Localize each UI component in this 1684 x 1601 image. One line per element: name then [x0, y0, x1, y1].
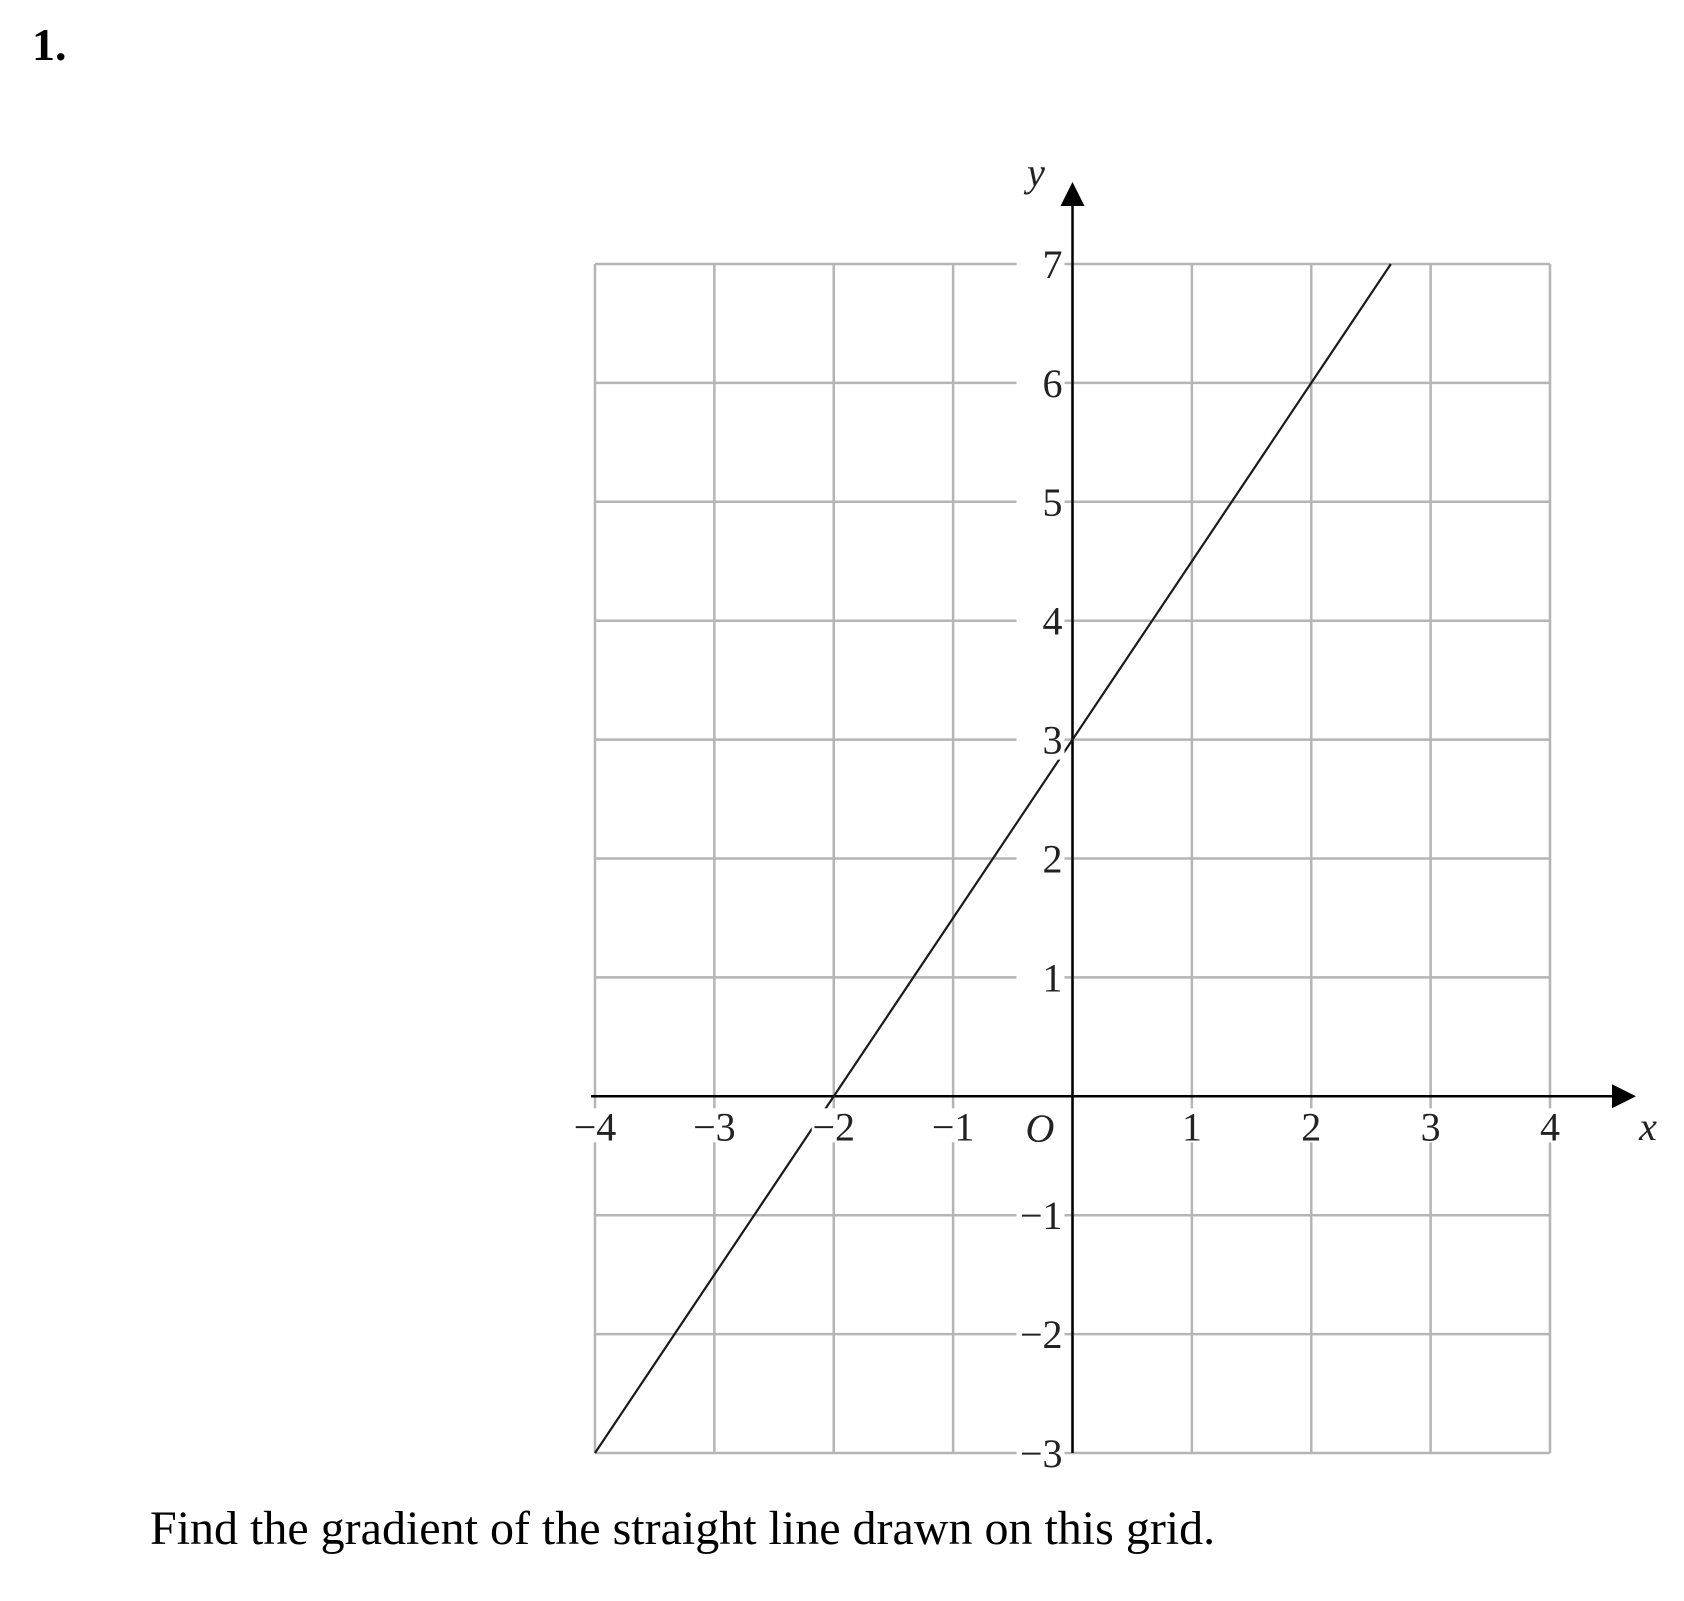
y-tick-label: 1	[1042, 955, 1063, 1001]
axis-labels	[573, 150, 1657, 1476]
y-tick-label: 5	[1042, 479, 1063, 525]
y-axis-label: y	[1027, 150, 1045, 195]
x-tick-label: 4	[1540, 1104, 1560, 1150]
axes	[591, 182, 1636, 1453]
x-tick-label: 1	[1181, 1104, 1202, 1150]
x-tick-label: 2	[1301, 1104, 1322, 1150]
x-axis-label: x	[1639, 1104, 1657, 1149]
question-text: Find the gradient of the straight line drawn on this grid.	[150, 1502, 1216, 1555]
y-tick-label: 6	[1042, 360, 1063, 406]
x-axis-arrowhead	[1612, 1084, 1636, 1108]
x-tick-label: −2	[812, 1104, 856, 1150]
y-tick-label: 2	[1042, 836, 1063, 882]
y-tick-label: 3	[1042, 717, 1063, 763]
y-tick-label: 7	[1042, 242, 1063, 287]
x-tick-label: −4	[573, 1104, 617, 1150]
x-tick-label: −3	[693, 1104, 736, 1150]
x-tick-label: 3	[1420, 1104, 1441, 1150]
origin-label: O	[1025, 1106, 1055, 1151]
y-tick-label: 4	[1042, 598, 1063, 644]
y-tick-label: −2	[1019, 1312, 1063, 1358]
question-number: 1.	[32, 19, 67, 70]
y-axis-arrowhead	[1061, 182, 1085, 206]
y-tick-label: −3	[1019, 1431, 1063, 1476]
y-tick-label: −1	[1019, 1193, 1063, 1239]
x-tick-label: −1	[931, 1104, 975, 1150]
